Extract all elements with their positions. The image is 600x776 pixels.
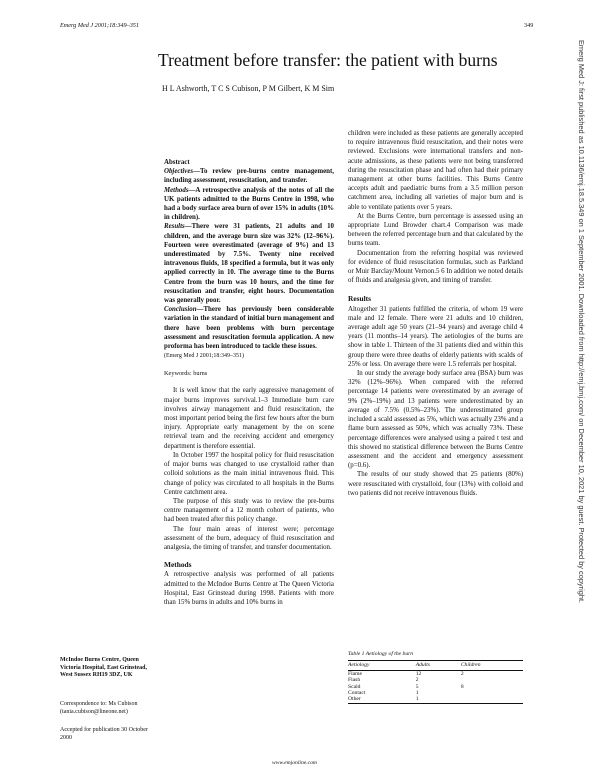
table-cell — [461, 696, 523, 703]
keywords: Keywords: burns — [164, 370, 208, 378]
journal-website: www.emjonline.com — [272, 760, 317, 766]
author-affiliation: McIndoe Burns Centre, Queen Victoria Hospital, East Grinstead, West Sussex RH19 3DZ, UK — [60, 657, 147, 678]
results-paragraph-2: In our study the average body surface area (BSA) burn was 32% (12%–96%). When compared with the referred percentage 14 patients were overestimated by an average of 9% (2%–19%) and 13 patients were underestimated by an average of 7.5% (0.5%–23%). The underestimated group included a scald assessed as 5%, which was actually 23% and a flame burn assessed as 50%, which was actually 73%. These percentage differences were analysed using a paired t test and this showed no statistical difference between the Burns Centre assessment and the accident and emergency assessment (p=0.6). — [348, 370, 523, 470]
table-cell: 2 — [415, 677, 419, 684]
journal-citation-header: Emerg Med J 2001;18:349–351 — [60, 22, 139, 29]
intro-paragraph-1: It is well know that the early aggressive management of major burns improves survival.1–3 Immediate burn care involves airway management and fluid resuscitation, the most important period being the first few hours after the burn injury. Appropriate early management by the on scene retrieval team and the receiving accident and emergency department is therefore essential. — [164, 387, 334, 450]
abstract-heading: Abstract — [164, 159, 190, 166]
table-cell: 8 — [460, 683, 464, 690]
methods-paragraph-3: At the Burns Centre, burn percentage is assessed using an appropriate Lund Browder chart.4 Comparison was made between the referred percentage burn and that calculated by the burns team. — [348, 212, 523, 248]
table-cell: 12 — [415, 670, 422, 677]
results-paragraph-3: The results of our study showed that 25 patients (80%) were resuscitated with crystalloid, four (13%) with colloid and two patients did not receive intravenous fluids. — [348, 471, 523, 497]
abstract-citation: (Emerg Med J 2001;18:349–351) — [164, 353, 245, 360]
table-header-row — [348, 661, 523, 670]
page-number: 349 — [524, 22, 534, 29]
article-title: Treatment before transfer: the patient with burns — [158, 50, 498, 70]
table-header: Children — [461, 661, 523, 670]
table-header: Adults — [416, 661, 461, 670]
table-cell: 5 — [415, 683, 419, 690]
table-cell: Flame — [348, 670, 362, 677]
table-grid — [348, 660, 523, 703]
right-column-body — [348, 129, 523, 498]
table-row — [348, 696, 523, 703]
table-cell: Scald — [348, 683, 361, 690]
table-cell: Other — [348, 696, 416, 703]
abstract-conclusion — [164, 305, 334, 351]
intro-paragraph-4: The four main areas of interest were; percentage assessment of the burn, adequacy of fluid resuscitation and analgesia, the timing of transfer, and transfer documentation. — [164, 525, 334, 551]
table-title: Table 1 Aetiology of the burn — [348, 651, 414, 657]
author-list: H L Ashworth, T C S Cubison, P M Gilbert, K M Sim — [162, 84, 335, 93]
methods-label: Methods — [164, 186, 189, 194]
copyright-sidebar — [575, 40, 589, 730]
aetiology-table — [348, 651, 523, 704]
table-cell: 1 — [415, 690, 419, 697]
methods-text: —A retrospective analysis of the notes of all the UK patients admitted to the Burns Centre in 1998, who had a body surface area burn of over 15% in adults (10% in children). — [164, 186, 334, 222]
table-cell: Flash — [348, 677, 361, 684]
intro-paragraph-3: The purpose of this study was to review the pre-burns centre management of a 12 month cohort of patients, who had been treated after this policy change. — [164, 497, 334, 524]
table-cell: 1 — [416, 696, 461, 703]
introduction — [164, 386, 334, 607]
left-column — [164, 158, 334, 607]
sidebar-text: Emerg Med J: first published as 10.1136/emj.18.5.349 on 1 September 2001. Downloaded from http://emj.bmj.com/ on December 10, 2021 by guest. Protected by copyright. — [577, 40, 586, 604]
table-cell: 2 — [460, 670, 464, 677]
right-column — [348, 129, 523, 498]
methods-paragraph-4: Documentation from the referring hospital was reviewed for evidence of fluid resuscitation formulas, such as Parkland or Muir Barclay/Mount Vernon.5 6 In addition we noted details of fluids and analgesia given, and timing of transfer. — [348, 249, 523, 285]
abstract-methods — [164, 186, 334, 223]
accepted-date: Accepted for publication 30 October 2000 — [60, 727, 148, 741]
results-text: —There were 31 patients, 21 adults and 10 children, and the average burn size was 32% (12–96%). Fourteen were overestimated (average of 9%) and 13 underestimated by 7.5%. Twenty nine received intravenous fluids, 18 specified a formula, but it was only applied correctly in 10. The average time to the Burns Centre from the burn was 10 hours, and the time for resuscitation and transfer, eight hours. Documentation was generally poor. — [164, 223, 334, 305]
table-header: Aetiology — [348, 661, 416, 670]
abstract — [164, 158, 334, 360]
objectives-text: —To review pre-burns centre management, including assessment, resuscitation, and transfer. — [164, 168, 334, 185]
abstract-results — [164, 222, 334, 305]
correspondence-note: Correspondence to: Ms Cubison (tania.cubison@lineone.net) — [60, 701, 138, 715]
conclusion-label: Conclusion — [164, 306, 197, 314]
objectives-label: Objectives — [164, 168, 194, 176]
table-cell: Contact — [348, 690, 366, 697]
intro-paragraph-2: In October 1997 the hospital policy for fluid resuscitation of major burns was changed to use crystalloid rather than colloid solutions as the main initial intravenous fluid. This change of policy was circulated to all hospitals in the Burns Centre catchment area. — [164, 451, 334, 496]
conclusion-text: —There has previously been considerable variation in the standard of initial burn management and there have been problems with burn percentage assessment and resuscitation formula application. A new proforma has been introduced to tackle these issues. — [164, 306, 334, 351]
results-heading: Results — [348, 294, 371, 304]
results-paragraph-1: Altogether 31 patients fulfilled the criteria, of whom 19 were male and 12 female. There were 21 adults and 10 children, average adult age 50 years (21–94 years) and average child 4 years (11 months–14 years). The aetiologies of the burns are show in table 1. Thirteen of the 31 patients died and within this group there were three deaths of elderly patients with scalds of 25% or less. On average there were 1.5 referrals per hospital. — [348, 305, 523, 368]
table-row — [348, 670, 523, 677]
abstract-objectives — [164, 167, 334, 185]
methods-paragraph-2: children were included as these patients are generally accepted to require intravenous fluid resuscitation, and their notes were reviewed. Exclusions were international transfers and non-acute admissions, as these patients were not being transferred during the resuscitation phase and had often had their primary management at other burns facilities. This Burns Centre accepts adult and paediatric burns from a 3.5 million person catchment area, including all varieties of major burn and is able to ventilate patients over 5 years. — [348, 130, 523, 211]
results-label: Results — [164, 223, 185, 231]
methods-heading: Methods — [164, 560, 192, 570]
methods-paragraph-1: A retrospective analysis was performed of all patients admitted to the McIndoe Burns Centre at The Queen Victoria Hospital, East Grinstead during 1998. Patients with more than 15% burns in adults and 10% burns in — [164, 571, 334, 606]
